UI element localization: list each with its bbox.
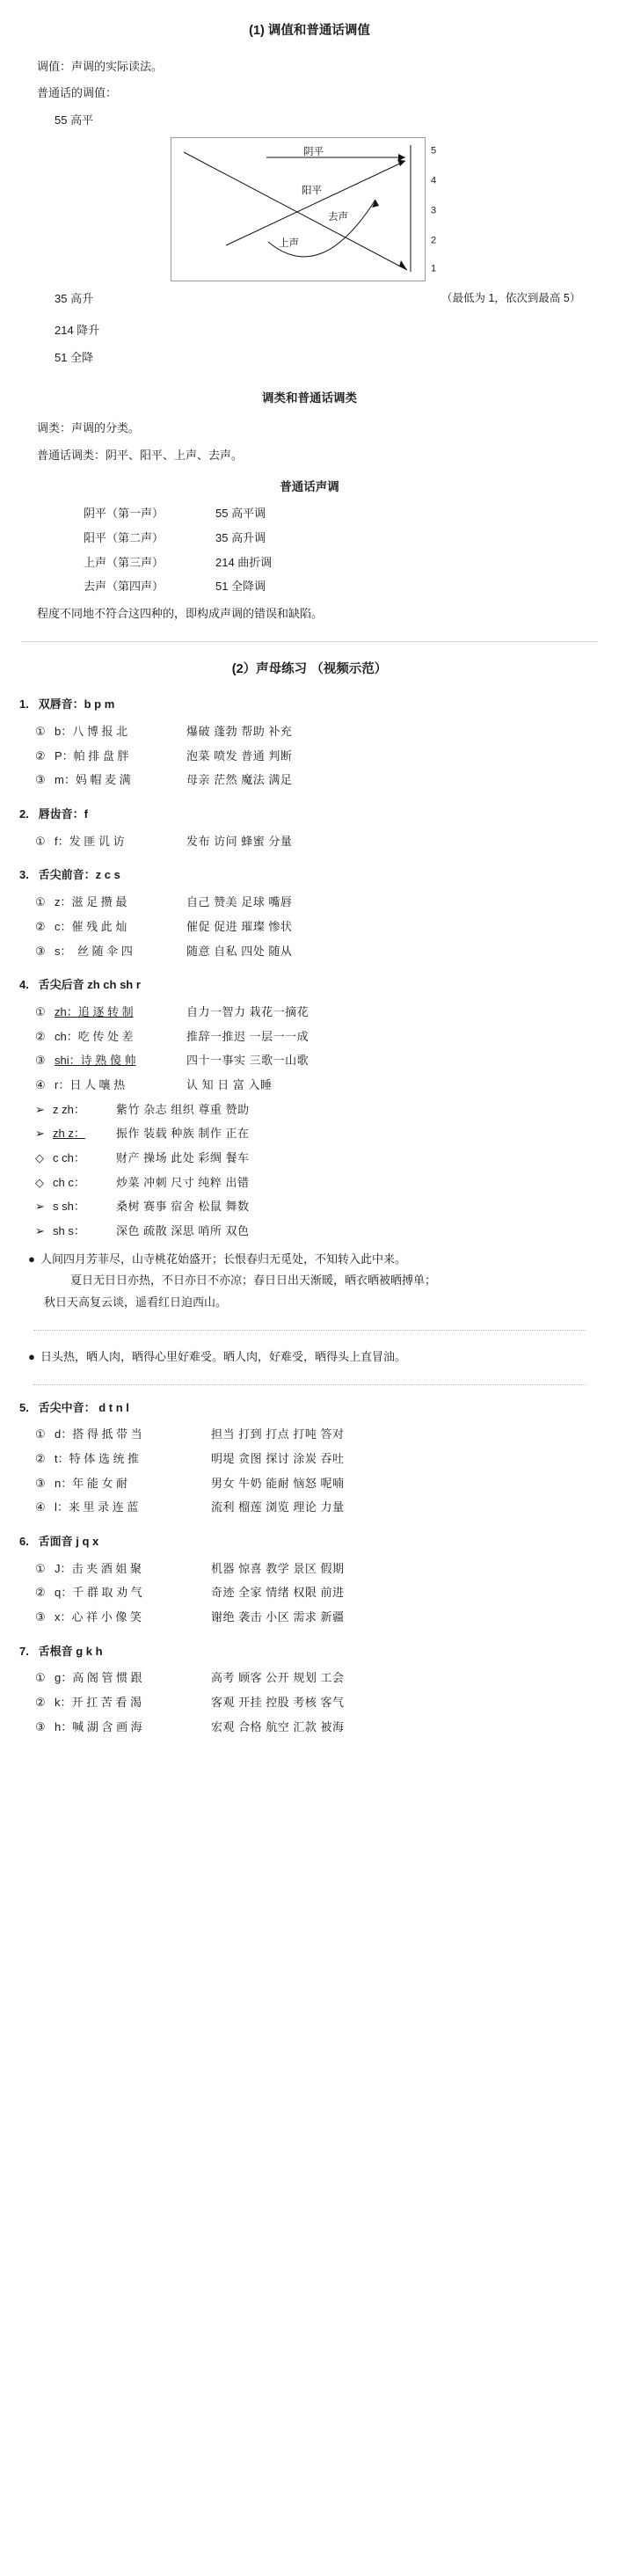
item-pinyin: m：妈 帽 麦 满 [55, 773, 131, 787]
table-row [84, 552, 619, 574]
list-item [12, 1449, 607, 1470]
item-words: 爆破 蓬勃 帮助 补充 [186, 725, 293, 738]
item-pinyin: t：特 体 选 统 推 [55, 1451, 140, 1465]
item-words: 自力一智力 栽花一摘花 [186, 1004, 310, 1018]
group-name-3: 舌尖前音：z c s [38, 868, 120, 882]
group-number-4: 4. [19, 978, 29, 992]
tone-name-qusheng: 去声（第四声） [84, 580, 164, 594]
item-marker: ① [35, 834, 46, 848]
item-pinyin: q：千 群 取 劝 气 [55, 1586, 142, 1600]
item-marker: ③ [35, 773, 46, 787]
scale-1: 1 [431, 263, 437, 274]
tone-scale [426, 137, 448, 280]
item-pinyin: n：年 能 女 耐 [55, 1476, 128, 1490]
tone-value-shangsheng: 214 曲折调 [215, 555, 273, 569]
tone-value-55: 55 高平 [55, 113, 94, 127]
item-pinyin: J：击 夹 酒 姐 聚 [55, 1561, 142, 1575]
item-pinyin: z：滋 足 攒 最 [55, 895, 127, 909]
item-words: 认 知 日 富 入睡 [186, 1077, 273, 1091]
item-marker: ② [35, 748, 46, 763]
item-marker: ② [35, 1029, 46, 1043]
prose-line [28, 1346, 591, 1368]
item-words: 四十一事实 三歌一山歌 [186, 1054, 310, 1068]
item-words: 发布 访问 蜂蜜 分量 [186, 834, 293, 848]
list-item [12, 1717, 607, 1739]
item-marker: ➢ [35, 1127, 45, 1141]
scale-2: 2 [431, 235, 437, 246]
group-heading-5 [12, 1397, 607, 1419]
item-words: 深色 疏散 深思 哨所 双色 [116, 1224, 250, 1238]
item-marker: ① [35, 1671, 46, 1685]
tone-name-shangsheng: 上声（第三声） [84, 555, 164, 569]
tone-value-51: 51 全降 [55, 350, 94, 364]
item-pinyin: x：心 祥 小 像 笑 [55, 1610, 142, 1624]
group-name-4: 舌尖后音 zh ch sh r [38, 978, 141, 992]
item-words: 随意 自私 四处 随从 [186, 944, 293, 958]
tone-value-yangping: 35 高升调 [215, 531, 266, 545]
group-name-2: 唇齿音：f [38, 807, 88, 821]
group-number-5: 5. [19, 1400, 29, 1414]
tone-scale-note: （最低为 1，依次到最高 5） [441, 291, 581, 304]
item-pinyin: g：高 阁 管 惯 跟 [55, 1671, 142, 1685]
item-pinyin: shi：诗 熟 傻 帅 [55, 1054, 136, 1068]
item-pinyin: f：发 匪 讥 访 [55, 834, 125, 848]
list-item [12, 1099, 607, 1121]
item-marker: ③ [35, 1054, 46, 1068]
group-heading-2 [12, 804, 607, 826]
list-item [12, 1075, 607, 1097]
tone-diagram-svg [171, 138, 425, 281]
item-marker: ② [35, 1586, 46, 1600]
list-item [12, 770, 607, 792]
list-item [12, 916, 607, 938]
list-item [12, 1196, 607, 1218]
bullet-marker: ● [28, 1252, 35, 1266]
item-words: 高考 顾客 公开 规划 工会 [211, 1671, 345, 1685]
group-heading-3 [12, 865, 607, 887]
prose-divider [33, 1330, 586, 1331]
list-item [12, 1424, 607, 1446]
item-pinyin: ch：吃 传 处 差 [55, 1029, 134, 1043]
tone-value-definition: 调值：声调的实际读法。 [37, 59, 164, 73]
item-marker: ② [35, 919, 46, 933]
tone-value-35: 35 高升 [55, 291, 94, 305]
list-item [12, 721, 607, 743]
tone-closing-note: 程度不同地不符合这四种的，即构成声调的错误和缺陷。 [37, 607, 324, 621]
table-row [84, 576, 619, 598]
item-marker: ◇ [35, 1151, 44, 1164]
tone-name-yinping: 阴平（第一声） [84, 507, 164, 521]
group-name-5: 舌尖中音： d t n l [38, 1400, 129, 1414]
item-pair: ch c： [53, 1175, 85, 1189]
table-row [84, 503, 619, 525]
item-pair: s sh： [53, 1200, 85, 1214]
item-marker: ③ [35, 1610, 46, 1624]
prose-block-2 [12, 1343, 607, 1372]
group-number-3: 3. [19, 868, 29, 882]
list-item [12, 1221, 607, 1243]
item-marker: ① [35, 1561, 46, 1575]
item-words: 紫竹 杂志 组织 尊重 赞助 [116, 1102, 250, 1116]
item-marker: ④ [35, 1500, 46, 1514]
group-number-1: 1. [19, 697, 29, 712]
item-pinyin: P：帕 排 盘 胖 [55, 748, 129, 763]
tone-contour-diagram [0, 137, 619, 281]
table-row [84, 528, 619, 550]
list-item [12, 892, 607, 914]
group-heading-6 [12, 1531, 607, 1553]
scale-5: 5 [431, 145, 437, 157]
item-marker: ➢ [35, 1102, 45, 1116]
list-item [12, 1692, 607, 1714]
item-words: 流利 榴莲 浏览 理论 力量 [211, 1500, 345, 1514]
list-item [12, 1582, 607, 1604]
section-divider [21, 641, 598, 642]
prose-text: 日头热，晒人肉，晒得心里好难受。晒人肉，好难受，晒得头上直冒油。 [40, 1349, 407, 1363]
item-pair: zh z： [53, 1127, 85, 1141]
section1-title: (1) 调值和普通话调值 [249, 24, 370, 38]
diagram-label-yangping: 阳平 [302, 185, 322, 196]
item-marker: ① [35, 725, 46, 738]
group-heading-7 [12, 1641, 607, 1663]
group-number-7: 7. [19, 1644, 29, 1658]
tone-table-title: 普通话声调 [280, 479, 339, 493]
item-pinyin: c：催 残 此 灿 [55, 919, 127, 933]
item-words: 奇迹 全家 情绪 权限 前进 [211, 1586, 345, 1600]
item-words: 男女 牛奶 能耐 恼怒 呢喃 [211, 1476, 345, 1490]
item-words: 炒菜 冲刺 尺寸 纯粹 出错 [116, 1175, 250, 1189]
initials-exercises [0, 694, 619, 1738]
item-words: 宏观 合格 航空 汇款 被海 [211, 1719, 345, 1733]
item-pinyin: b：八 博 报 北 [55, 725, 128, 738]
item-marker: ③ [35, 1719, 46, 1733]
item-pinyin: h：喊 湖 含 画 海 [55, 1719, 142, 1733]
prose-line [28, 1249, 591, 1271]
prose-block-1 [12, 1245, 607, 1317]
tone-table [0, 503, 619, 598]
tone-class-definition: 调类：声调的分类。 [37, 421, 141, 435]
list-item [12, 1148, 607, 1170]
item-words: 桑树 赛事 宿舍 松鼠 舞数 [116, 1200, 250, 1214]
item-marker: ④ [35, 1077, 46, 1091]
tone-class-subtitle: 调类和普通话调类 [262, 390, 357, 405]
group-name-6: 舌面音 j q x [38, 1534, 99, 1548]
list-item [12, 1497, 607, 1519]
scale-4: 4 [431, 175, 437, 186]
list-item [12, 831, 607, 853]
list-item [12, 1050, 607, 1072]
item-marker: ① [35, 1004, 46, 1018]
item-words: 振作 装载 种族 制作 正在 [116, 1127, 250, 1141]
putonghua-values-label: 普通话的调值： [37, 86, 118, 100]
tone-class-list: 普通话调类：阴平、阳平、上声、去声。 [37, 449, 244, 462]
item-marker: ③ [35, 1476, 46, 1490]
scale-3: 3 [431, 205, 437, 216]
item-marker: ③ [35, 944, 46, 958]
group-number-2: 2. [19, 807, 29, 821]
item-words: 谢绝 袭击 小区 需求 新疆 [211, 1610, 345, 1624]
item-words: 客观 开挂 控股 考核 客气 [211, 1696, 345, 1710]
group-number-6: 6. [19, 1534, 29, 1548]
item-pinyin: d：搭 得 抵 带 当 [55, 1427, 142, 1441]
list-item [12, 941, 607, 963]
item-words: 担当 打到 打点 打吨 答对 [211, 1427, 345, 1441]
list-item [12, 1002, 607, 1024]
item-marker: ➢ [35, 1200, 45, 1214]
item-words: 机器 惊喜 教学 景区 假期 [211, 1561, 345, 1575]
section2-title: (2）声母练习 （视频示范） [231, 661, 388, 676]
list-item [12, 746, 607, 768]
item-marker: ➢ [35, 1224, 45, 1238]
item-pair: sh s： [53, 1224, 85, 1238]
list-item [12, 1123, 607, 1145]
tone-value-qusheng: 51 全降调 [215, 580, 266, 594]
tone-name-yangping: 阳平（第二声） [84, 531, 164, 545]
list-item [12, 1667, 607, 1689]
list-item [12, 1172, 607, 1194]
item-pair: z zh： [53, 1102, 85, 1116]
list-item [12, 1558, 607, 1580]
group-name-1: 双唇音：b p m [38, 697, 115, 712]
group-name-7: 舌根音 g k h [38, 1644, 103, 1658]
item-pinyin: zh：追 逐 转 制 [55, 1004, 134, 1018]
tone-value-214: 214 降升 [55, 324, 100, 338]
item-pinyin: k：开 扛 苦 看 渴 [55, 1696, 142, 1710]
diagram-label-shangsheng: 上声 [279, 237, 299, 249]
prose-text: 人间四月芳菲尽，山寺桃花始盛开；长恨春归无觅处，不知转入此中来。 [40, 1252, 407, 1266]
group-heading-1 [12, 694, 607, 716]
list-item [12, 1607, 607, 1629]
item-words: 催促 促进 璀璨 惨状 [186, 919, 293, 933]
list-item [12, 1473, 607, 1495]
item-words: 泡菜 喷发 普通 判断 [186, 748, 293, 763]
item-pinyin: l：来 里 录 连 蓝 [55, 1500, 139, 1514]
prose-line: 夏日无日日亦热，不日亦日不亦凉；春日日出天渐暖，晒衣晒被晒搏单； [70, 1273, 437, 1288]
prose-divider-2 [33, 1384, 586, 1385]
tone-value-yinping: 55 高平调 [215, 507, 266, 521]
item-marker: ② [35, 1451, 46, 1465]
diagram-label-yinping: 阴平 [303, 146, 324, 157]
item-words: 明堤 贪图 探讨 涂炭 吞吐 [211, 1451, 345, 1465]
item-marker: ① [35, 1427, 46, 1441]
tone-diagram-box [171, 137, 426, 281]
group-heading-4 [12, 974, 607, 996]
item-words: 推辞一推迟 一层一一成 [186, 1029, 310, 1043]
item-marker: ② [35, 1696, 46, 1710]
item-words: 母亲 茫然 魔法 满足 [186, 773, 293, 787]
item-words: 财产 操场 此处 彩绸 餐车 [116, 1151, 250, 1164]
list-item [12, 1026, 607, 1048]
item-marker: ① [35, 895, 46, 909]
prose-line: 秋日天高复云谈，遥看红日迫西山。 [44, 1295, 228, 1310]
item-pair: c ch： [53, 1151, 85, 1164]
diagram-label-qusheng: 去声 [328, 211, 348, 223]
bullet-marker: ● [28, 1349, 35, 1363]
item-pinyin: s： 丝 随 伞 四 [55, 944, 133, 958]
item-words: 自己 赞美 足球 嘴唇 [186, 895, 293, 909]
item-marker: ◇ [35, 1175, 44, 1189]
item-pinyin: r：日 人 嚷 热 [55, 1077, 126, 1091]
